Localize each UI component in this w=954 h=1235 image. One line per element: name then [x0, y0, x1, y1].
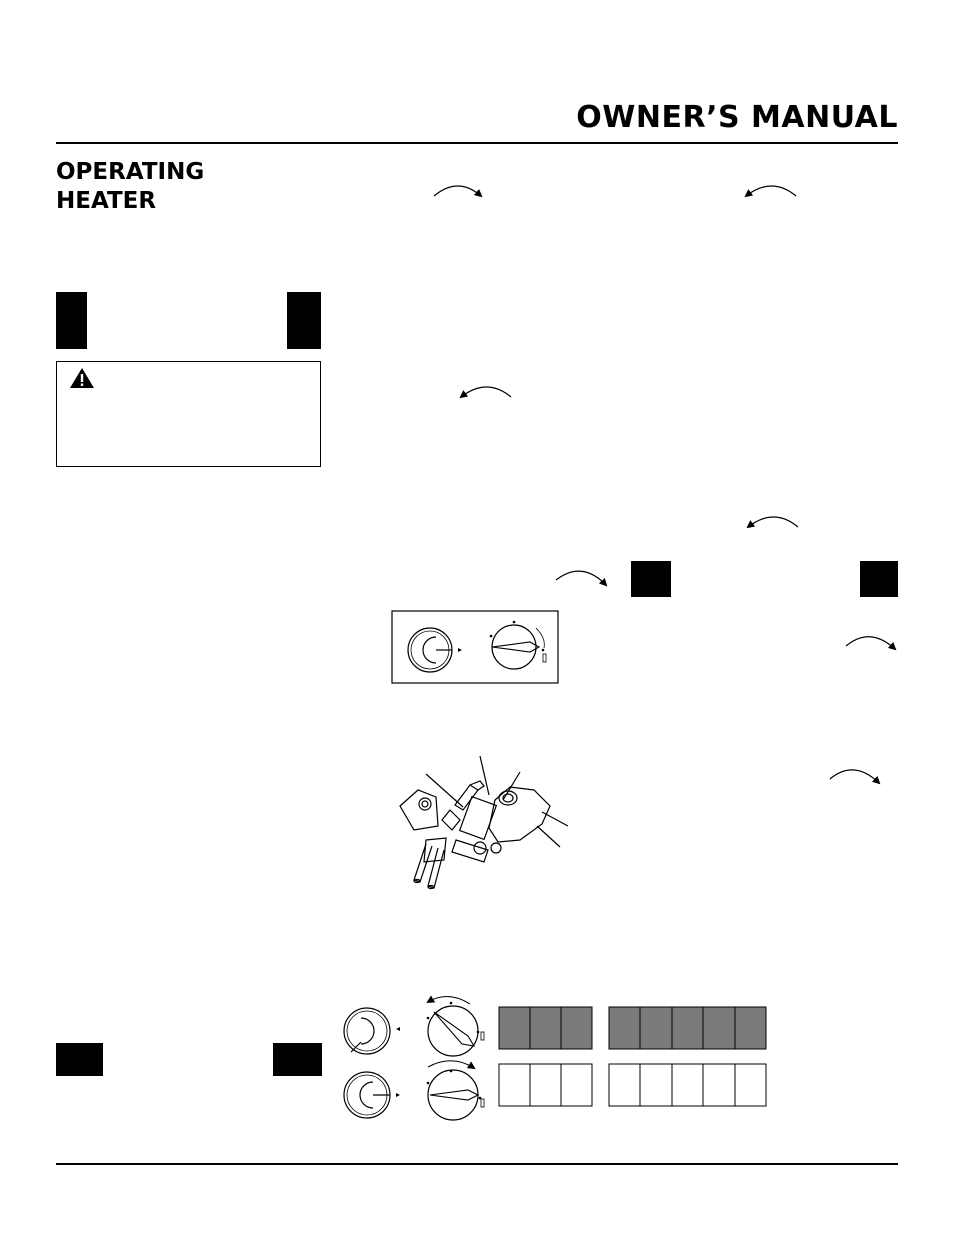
control-knob-icon — [427, 1061, 484, 1120]
clockwise-arrow-icon — [830, 770, 879, 783]
ignitor-knob-icon — [344, 1072, 400, 1118]
knob-positions-figure — [344, 996, 484, 1120]
section-title-line-2: HEATER — [56, 188, 157, 214]
counterclockwise-arrow-icon — [748, 517, 798, 527]
clockwise-arrow-icon — [556, 571, 606, 585]
clockwise-arrow-icon — [846, 637, 895, 649]
counterclockwise-arrow-icon — [461, 387, 511, 397]
counterclockwise-arrow-icon — [746, 186, 796, 196]
table-right — [609, 1007, 766, 1106]
clockwise-arrow-icon — [434, 186, 481, 196]
table-left — [499, 1007, 592, 1106]
control-knob-icon — [427, 996, 484, 1056]
control-panel-figure — [392, 611, 558, 683]
section-title-line-1: OPERATING — [56, 159, 205, 185]
ignitor-knob-icon — [344, 1008, 400, 1054]
pilot-assembly-illustration — [400, 756, 568, 889]
page-header-title: OWNER’S MANUAL — [576, 100, 898, 135]
